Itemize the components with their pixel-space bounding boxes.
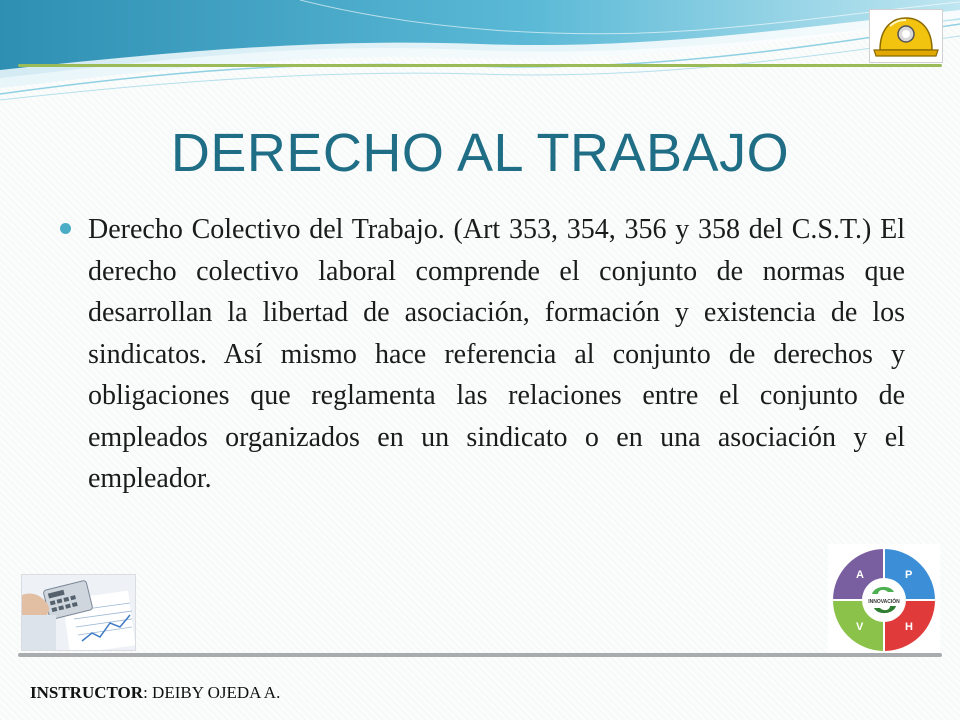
slide-title: DERECHO AL TRABAJO [170, 123, 790, 183]
phva-cycle-diagram [828, 544, 940, 656]
bullet-text: Derecho Colectivo del Trabajo. (Art 353, 354, 356 y 358 del C.S.T.) El derecho colectivo laboral comprende el conjunto de normas que desarrollan la libertad de asociación, formación y existencia de los sindicatos. Así mismo hace referencia al conjunto de derechos y obligaciones que reglamenta las relaciones entre el conjunto de empleados organizados en un sindicato o en una asociación y el empleador. [88, 214, 905, 494]
phva-quadrant-p: P [905, 569, 913, 581]
footer-label: INSTRUCTOR [30, 683, 144, 702]
bullet-point-icon [60, 223, 71, 234]
top-divider-line [18, 64, 942, 67]
calculator-documents-photo [21, 574, 136, 651]
phva-quadrant-h: H [905, 621, 913, 633]
mining-helmet-icon [869, 9, 943, 63]
bottom-divider-line [18, 653, 942, 657]
phva-quadrant-a: A [856, 569, 864, 581]
phva-quadrant-v: V [856, 621, 864, 633]
phva-center-label: INNOVACIÓN [868, 599, 900, 605]
footer-instructor-name: : DEIBY OJEDA A. [143, 683, 281, 702]
footer-instructor [30, 683, 280, 703]
header-wave-decoration [0, 0, 960, 110]
